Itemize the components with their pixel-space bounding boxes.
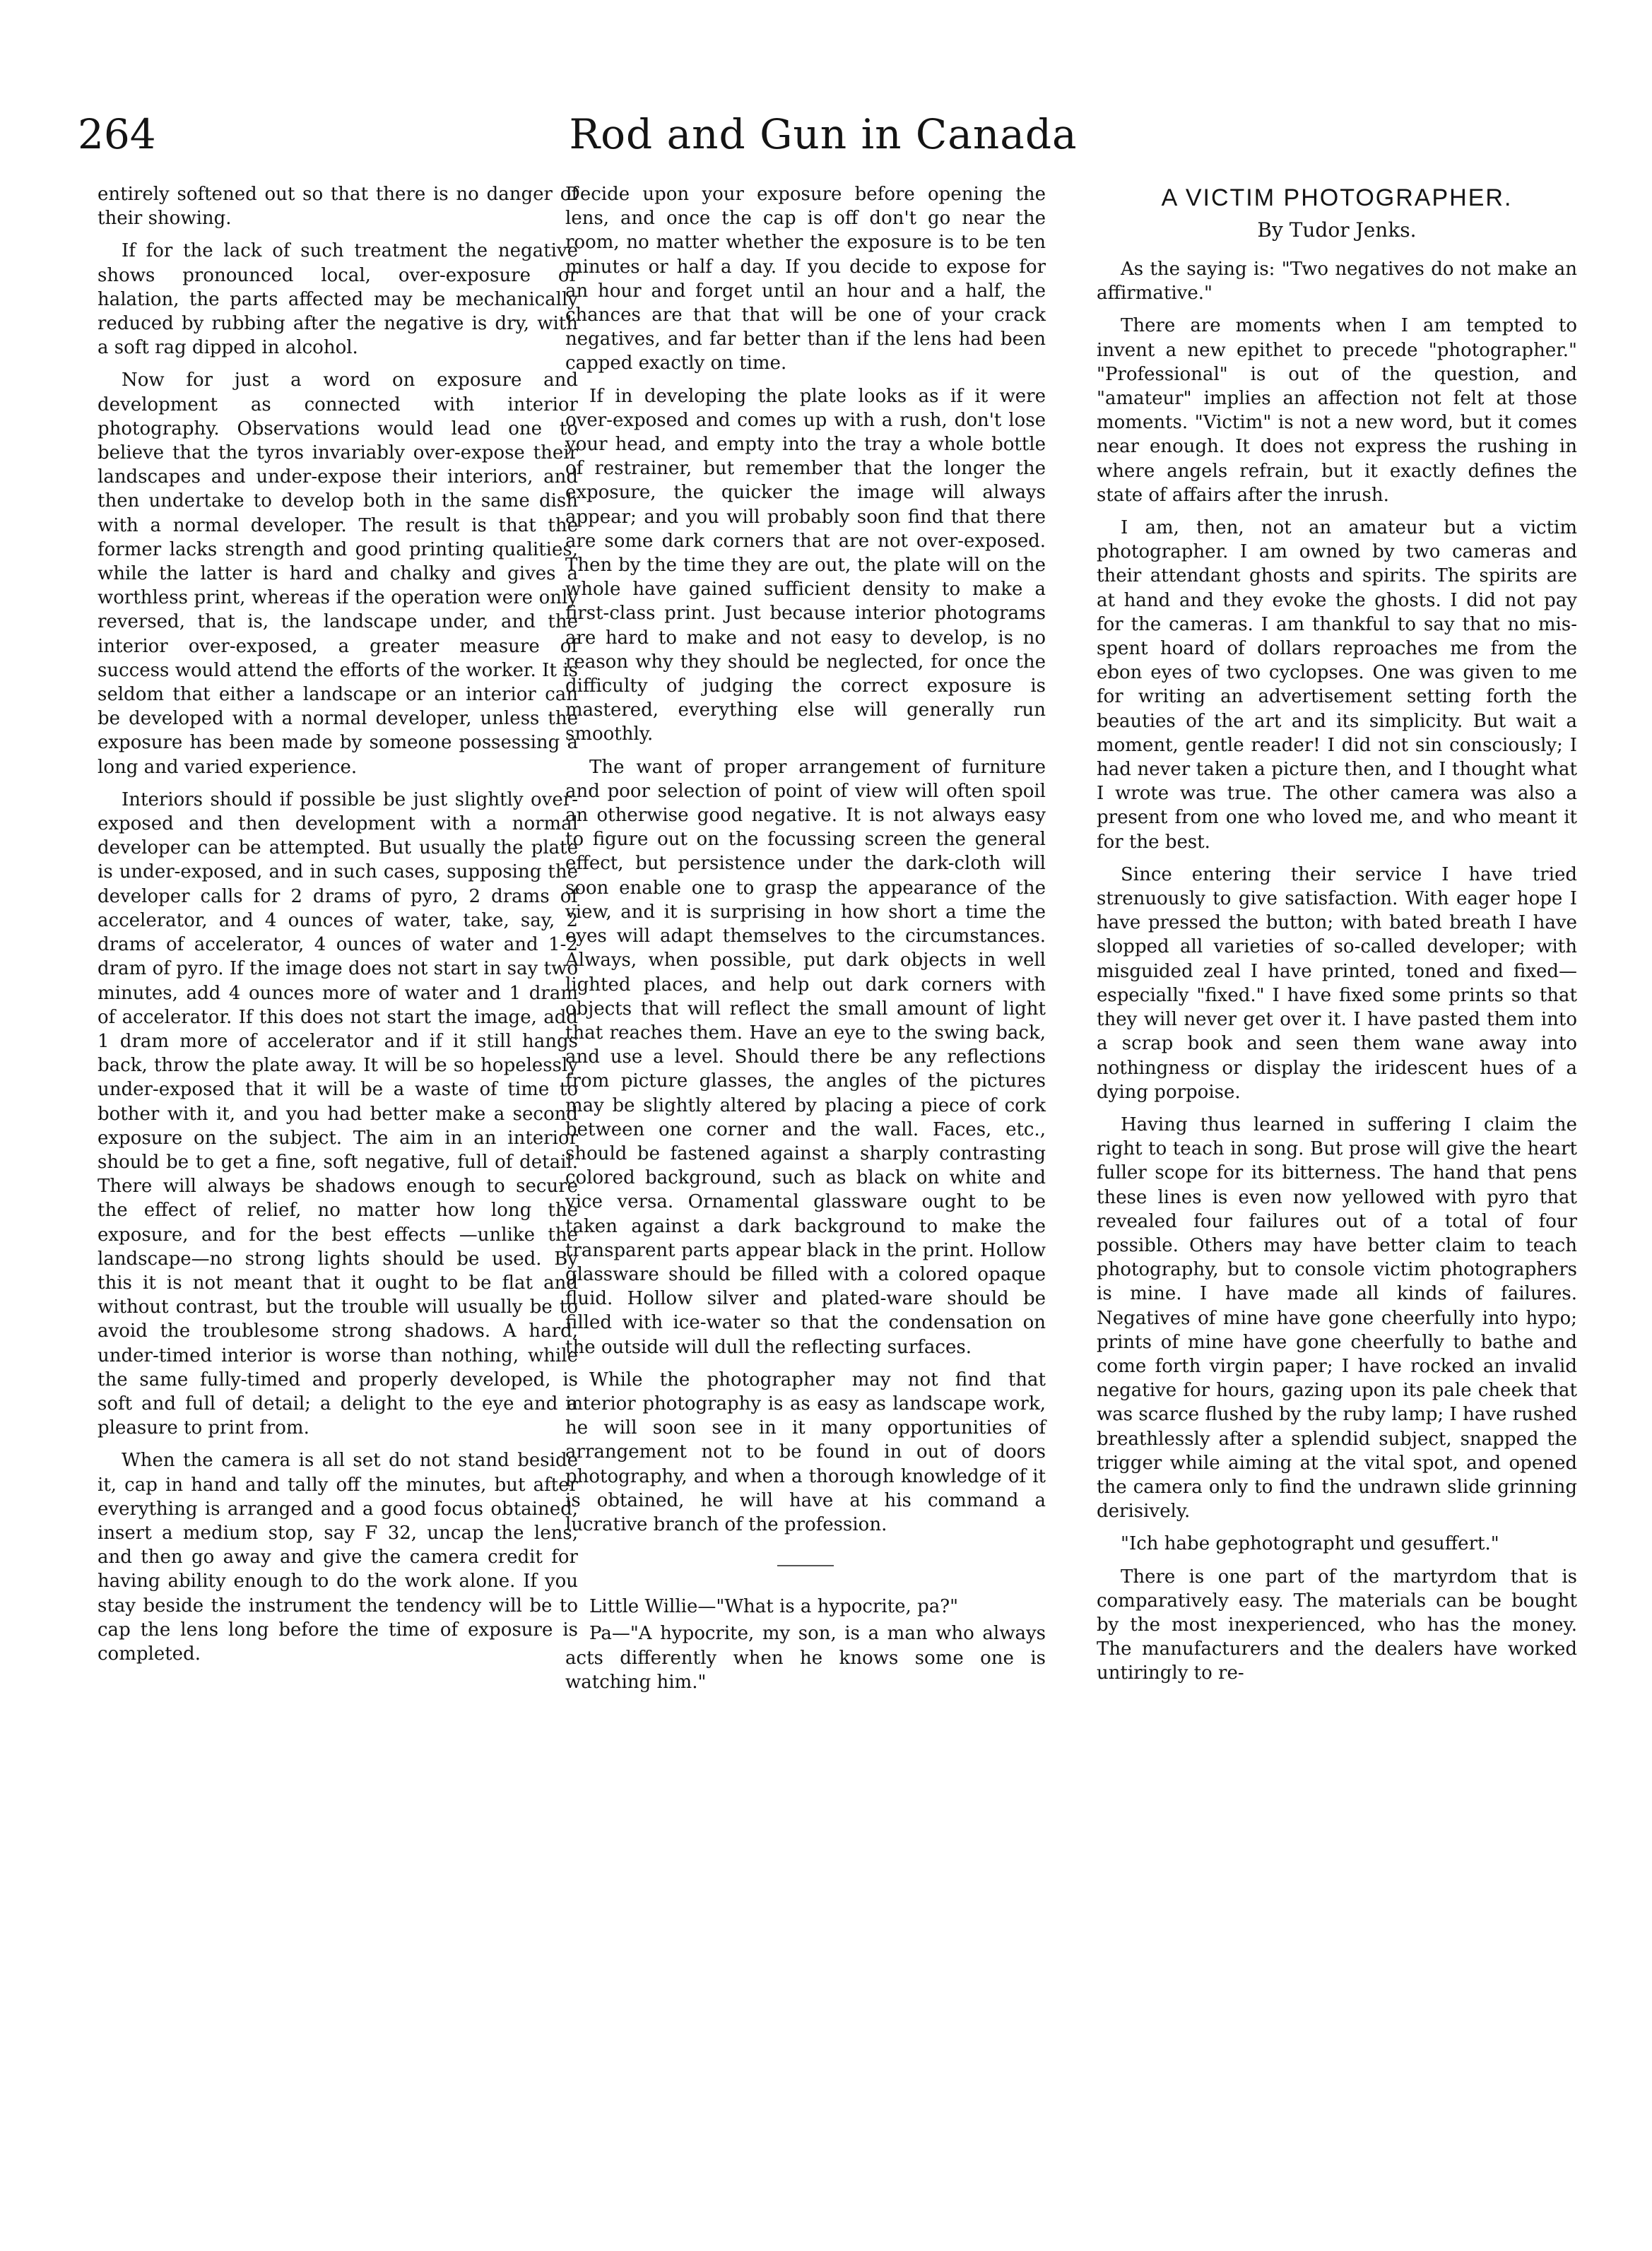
divider [777,1565,834,1566]
paragraph: There are moments when I am tempted to invent a new epithet to precede "photographer." "Professional" is out of the question, and "amateur" implies an affection not felt at those moments. "Victim" is not a new word, but it comes near enough. It does not express the rushing in where angels refrain, but it exactly defines the state of affairs after the inrush. [1097,315,1577,506]
paragraph: There is one part of the martyrdom that is comparatively easy. The materials can be bought by the most inexperienced, who has the money. The manufacturers and the dealers have worked untiringly to re- [1097,1566,1577,1684]
paragraph: Decide upon your exposure before opening the lens, and once the cap is off don't go near the room, no matter whether the exposure is to be ten minutes or half a day. If you decide to expose for an hour and forget until an hour and a half, the chances are that that will be one of your crack negatives, and far better than if the lens had been capped exactly on time. [565,184,1046,374]
paragraph: While the photographer may not find that interior photography is as easy as landscape work, he will soon see in it many opportunities of arrangement not to be found in out of doors photography, and when a thorough knowledge of it is obtained, he will have at his command a lucrative branch of the profession. [565,1369,1046,1535]
paragraph: Interiors should if possible be just slightly over-exposed and then development with a normal developer can be attempted. But usually the plate is under-exposed, and in such cases, supposing the developer calls for 2 drams of pyro, 2 drams of accelerator, and 4 ounces of water, take, say, 2 drams of accelerator, 4 ounces of water and 1-2 dram of pyro. If the image does not start in say two minutes, add 4 ounces more of water and 1 dram of accelerator. If this does not start the image, add 1 dram more of accelerator and if it still hangs back, throw the plate away. It will be so hopelessly under-exposed that it will be a waste of time to bother with it, and you had better make a second exposure on the subject. The aim in an interior should be to get a fine, soft negative, full of detail. There will always be shadows enough to secure the effect of relief, no matter how long the exposure, and for the best effects —unlike the landscape—no strong lights should be used. By this it is not meant that it ought to be flat and without contrast, but the trouble will usually be to avoid the troublesome strong shadows. A hard, under-timed interior is worse than nothing, while the same fully-timed and properly developed, is soft and full of detail; a delight to the eye and a pleasure to print from. [98,788,578,1439]
paragraph: If in developing the plate looks as if it were over-exposed and comes up with a rush, don't lose your head, and empty into the tray a whole bottle of restrainer, but remember that the longer the exposure, the quicker the image will always appear; and you will probably soon find that there are some dark corners that are not over-exposed. Then by the time they are out, the plate will on the whole have gained sufficient density to make a first-class print. Just because interior photograms are hard to make and not easy to develop, is no reason why they should be neglected, for once the difficulty of judging the correct exposure is mastered, everything else will generally run smoothly. [565,385,1046,745]
running-title: Rod and Gun in Canada [569,110,1078,158]
paragraph: As the saying is: "Two negatives do not make an affirmative." [1097,259,1577,305]
paragraph: entirely softened out so that there is no danger of their showing. [98,184,578,230]
page-header [78,106,1569,184]
paragraph: Having thus learned in suffering I claim the right to teach in song. But prose will give the heart fuller scope for its bitterness. The hand that pens these lines is even now yellowed with pyro that revealed four failures out of a total of four possible. Others may have better claim to teach photography, but to console victim photographers is mine. I have made all kinds of failures. Negatives of mine have gone cheerfully into hypo; prints of mine have gone cheerfully to bathe and come forth virgin paper; I have rocked an invalid negative for hours, gazing upon its pale cheek that was scarce flushed by the ruby lamp; I have rushed breathlessly after a splendid subject, snapped the trigger while aiming at the vital spot, and opened the camera only to find the undrawn slide grinning derisively. [1097,1113,1577,1523]
article-title: A VICTIM PHOTOGRAPHER. [1161,184,1513,211]
paragraph: Now for just a word on exposure and development as connected with interior photography. Observations would lead one to believe that the tyros invariably over-expose their landscapes and under-expose their interiors, and then undertake to develop both in the same dish with a normal developer. The result is that the former lacks strength and good printing qualities, while the latter is hard and chalky and gives a worthless print, whereas if the operation were only reversed, that is, the landscape under, and the interior over-exposed, a greater measure of success would attend the efforts of the worker. It is seldom that either a landscape or an interior can be developed with a normal developer, unless the exposure has been made by someone possessing a long and varied experience. [98,370,578,778]
joke-line: Little Willie—"What is a hypocrite, pa?" [589,1596,959,1618]
byline: By Tudor Jenks. [1257,218,1417,242]
paragraph: Since entering their service I have tried strenuously to give satisfaction. With eager hope I have pressed the button; with bated breath I have slopped all varieties of so-called developer; with misguided zeal I have printed, toned and fixed—especially "fixed." I have fixed some prints so that they will never get over it. I have pasted them into a scrap book and seen them wane away into nothingness or display the iridescent hues of a dying porpoise. [1097,863,1577,1103]
column-3 [1097,182,1577,1694]
column-1 [98,182,578,1674]
paragraph: When the camera is all set do not stand beside it, cap in hand and tally off the minutes, but after everything is arranged and a good focus obtained, insert a medium stop, say F 32, uncap the lens, and then go away and give the camera credit for having ability enough to do the work alone. If you stay beside the instrument the tendency will be to cap the lens long before the time of exposure is completed. [98,1450,578,1665]
paragraph: I am, then, not an amateur but a victim photographer. I am owned by two cameras and their attendant ghosts and spirits. The spirits are at hand and they evoke the ghosts. I did not pay for the cameras. I am thankful to say that no mis-spent hoard of dollars reproaches me from the ebon eyes of two cyclopses. One was given to me for writing an advertisement setting forth the beauties of the art and its simplicity. But wait a moment, gentle reader! I did not sin consciously; I had never taken a picture then, and I thought what I wrote was true. The other camera was also a present from one who loved me, and who meant it for the best. [1097,517,1577,853]
column-2 [565,182,1046,1697]
joke-line: Pa—"A hypocrite, my son, is a man who always acts differently when he knows some one is watching him." [565,1623,1046,1693]
paragraph: The want of proper arrangement of furniture and poor selection of point of view will often spoil an otherwise good negative. It is not always easy to figure out on the focussing screen the general effect, but persistence under the dark-cloth will soon enable one to grasp the appearance of the view, and it is surprising in how short a time the eyes will adapt themselves to the circumstances. Always, when possible, put dark objects in well lighted places, and help out dark corners with objects that will reflect the small amount of light that reaches them. Have an eye to the swing back, and use a level. Should there be any reflections from picture glasses, the angles of the pictures may be slightly altered by placing a piece of cork between one corner and the wall. Faces, etc., should be fastened against a sharply contrasting colored background, such as black on white and vice versa. Ornamental glassware ought to be taken against a dark background to make the transparent parts appear black in the print. Hollow glassware should be filled with a colored opaque fluid. Hollow silver and plated-ware should be filled with ice-water so that the condensation on the outside will dull the reflecting surfaces. [565,756,1046,1358]
paragraph: "Ich habe gephotographt und gesuffert." [1121,1533,1499,1555]
joke [565,1595,1046,1694]
paragraph: If for the lack of such treatment the negative shows pronounced local, over-exposure or halation, the parts affected may be mechanically reduced by rubbing after the negative is dry, with a soft rag dipped in alcohol. [98,240,578,359]
page-number: 264 [78,110,156,158]
